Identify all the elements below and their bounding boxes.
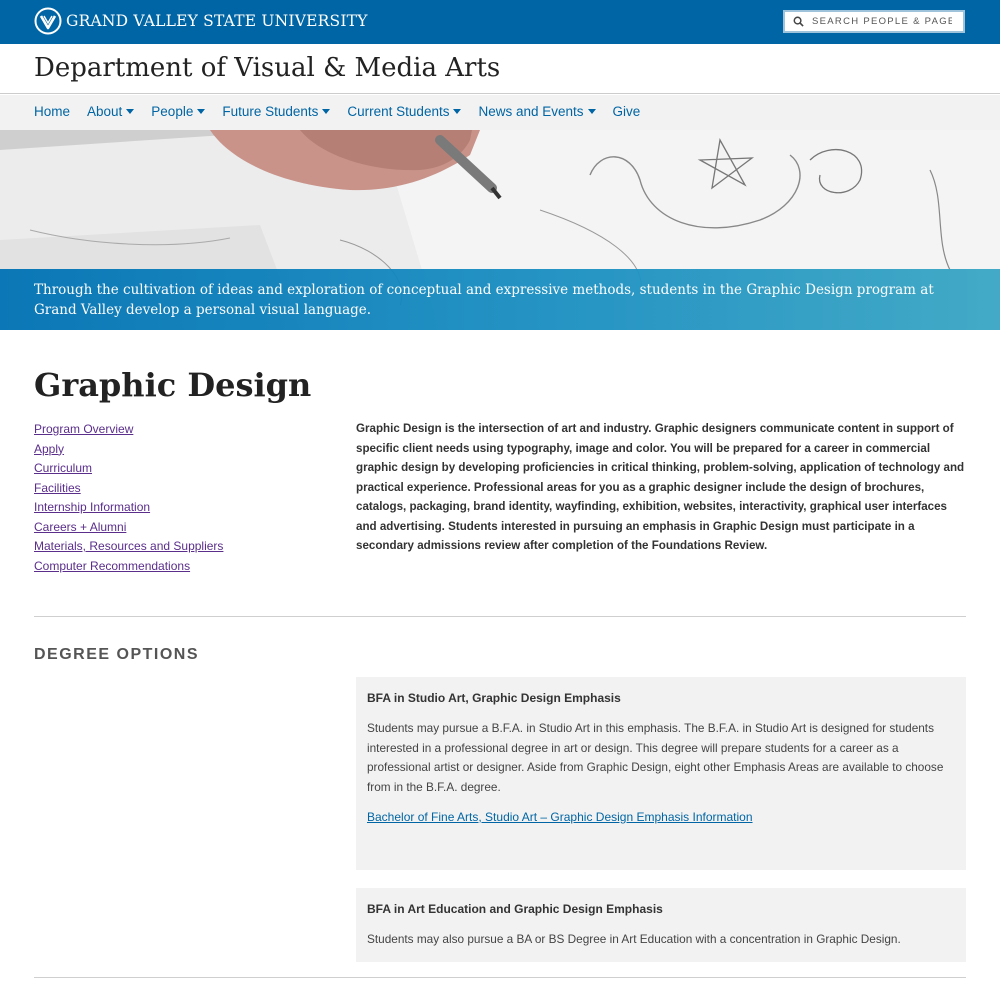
nav-item-future-students[interactable]: Future Students <box>222 104 330 119</box>
caret-down-icon <box>126 109 134 114</box>
degree-card-bfa-studio-art <box>356 677 966 870</box>
hero-caption-band <box>0 269 1000 330</box>
degree-card-body: Students may also pursue a BA or BS Degree in Art Education with a concentration in Graphic Design. <box>367 932 901 946</box>
university-logo[interactable] <box>34 7 368 35</box>
side-link-curriculum[interactable]: Curriculum <box>34 461 93 475</box>
program-intro-text: Graphic Design is the intersection of art and industry. Graphic designers communicate content in support of specific client needs using typography, image and color. You will be prepared for a career in commercial graphic design by developing proficiencies in critical thinking, problem-solving, application of technology and practical experience. Professional areas for you as a graphic designer include the design of brochures, catalogs, packaging, brand identity, wayfinding, exhibition, websites, interactivity, graphical user interfaces and advertising. Students interested in pursuing an emphasis in Graphic Design must participate in a secondary admissions review after completion of the Foundations Review. <box>356 422 965 552</box>
nav-item-people[interactable]: People <box>151 104 205 119</box>
caret-down-icon <box>453 109 461 114</box>
caret-down-icon <box>588 109 596 114</box>
search-input[interactable] <box>812 16 952 27</box>
top-bar <box>0 0 1000 44</box>
section-divider <box>34 616 966 617</box>
degree-card-bfa-art-education <box>356 888 966 962</box>
degree-options-heading: DEGREE OPTIONS <box>34 646 200 663</box>
degree-card-body: Students may pursue a B.F.A. in Studio Art in this emphasis. The B.F.A. in Studio Art is designed for students interested in a professional degree in art or design. This degree will prepare students for a career as a professional artist or designer. Aside from Graphic Design, eight other Emphasis Areas are available to choose from in the B.F.A. degree. <box>367 721 944 794</box>
nav-item-about[interactable]: About <box>87 104 134 119</box>
nav-item-give[interactable]: Give <box>612 104 641 119</box>
degree-card-heading: BFA in Art Education and Graphic Design Emphasis <box>367 902 663 916</box>
gvsu-seal-icon <box>34 7 62 35</box>
side-link-facilities[interactable]: Facilities <box>34 480 81 495</box>
main-navigation <box>0 95 1000 130</box>
university-name: GRAND VALLEY STATE UNIVERSITY <box>66 12 368 30</box>
caret-down-icon <box>322 109 330 114</box>
side-link-program-overview[interactable]: Program Overview <box>34 422 134 436</box>
side-link-materials-resources[interactable]: Materials, Resources and Suppliers <box>34 539 224 553</box>
degree-card-heading: BFA in Studio Art, Graphic Design Emphasis <box>367 691 621 705</box>
side-link-apply[interactable]: Apply <box>34 441 65 456</box>
section-divider <box>34 977 966 978</box>
search-box[interactable] <box>783 10 965 33</box>
department-header <box>0 44 1000 94</box>
program-side-navigation <box>34 420 223 576</box>
bfa-studio-art-info-link[interactable]: Bachelor of Fine Arts, Studio Art – Graphic Design Emphasis Information <box>367 810 753 824</box>
hero-banner <box>0 130 1000 330</box>
nav-item-current-students[interactable]: Current Students <box>347 104 461 119</box>
caret-down-icon <box>197 109 205 114</box>
page-title: Graphic Design <box>34 366 312 404</box>
nav-item-home[interactable]: Home <box>34 104 71 119</box>
nav-item-news-and-events[interactable]: News and Events <box>478 104 595 119</box>
search-icon <box>793 16 804 27</box>
side-link-computer-recommendations[interactable]: Computer Recommendations <box>34 558 191 573</box>
hero-caption-text: Through the cultivation of ideas and exploration of conceptual and expressive methods, students in the Graphic Design program at Grand Valley develop a personal visual language. <box>34 282 934 318</box>
side-link-internship-information[interactable]: Internship Information <box>34 500 151 514</box>
department-title[interactable]: Department of Visual & Media Arts <box>34 53 501 83</box>
side-link-careers-alumni[interactable]: Careers + Alumni <box>34 519 127 534</box>
